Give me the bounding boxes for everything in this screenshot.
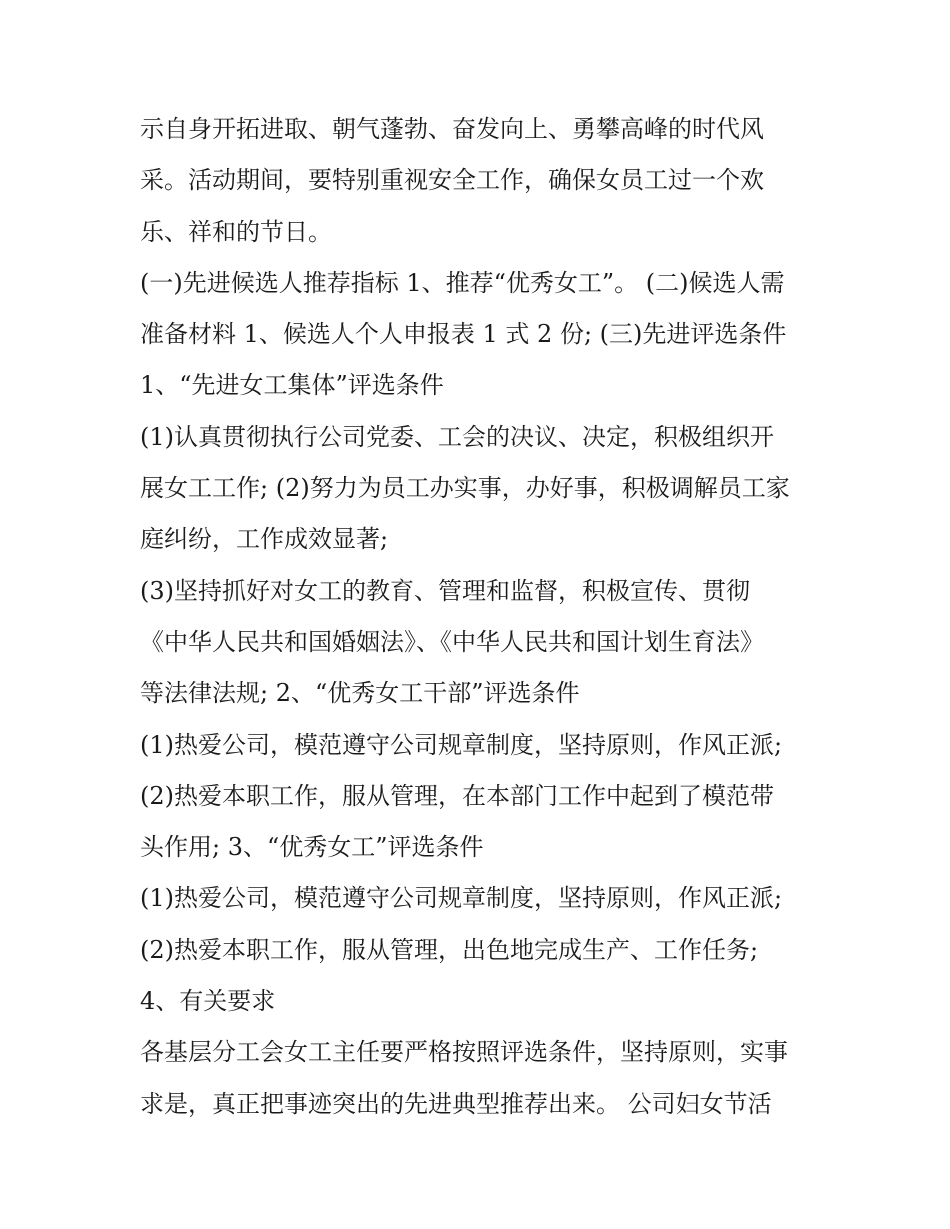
text-line: 4、有关要求 [140, 987, 276, 1016]
text-line: 头作用; 3、“优秀女工”评选条件 [140, 833, 484, 862]
text-line: 《中华人民共和国婚姻法》、《中华人民共和国计划生育法》 [140, 627, 764, 656]
text-line: 示自身开拓进取、朝气蓬勃、奋发向上、勇攀高峰的时代风 [140, 115, 764, 143]
text-line: (2)热爱本职工作，服从管理，出色地完成生产、工作任务; [140, 935, 759, 964]
text-line: (2)热爱本职工作，服从管理，在本部门工作中起到了模范带 [140, 781, 774, 810]
text-line: (1)热爱公司，模范遵守公司规章制度，坚持原则，作风正派; [140, 884, 783, 913]
text-line: (1)认真贯彻执行公司党委、工会的决议、决定，积极组织开 [140, 422, 774, 451]
text-line: (1)热爱公司，模范遵守公司规章制度，坚持原则，作风正派; [140, 730, 783, 759]
text-line: 各基层分工会女工主任要严格按照评选条件，坚持原则，实事 [140, 1038, 788, 1067]
text-line: 乐、祥和的节日。 [140, 217, 332, 246]
text-line: 准备材料 1、候选人个人申报表 1 式 2 份; (三)先进评选条件 [140, 320, 787, 349]
text-line: 求是，真正把事迹突出的先进典型推荐出来。 公司妇女节活 [140, 1089, 772, 1118]
body-text [140, 104, 830, 1130]
text-line: 1、“先进女工集体”评选条件 [140, 371, 444, 400]
text-line: 等法律法规; 2、“优秀女工干部”评选条件 [140, 679, 580, 708]
text-line: 采。活动期间，要特别重视安全工作，确保女员工过一个欢 [140, 166, 764, 195]
text-line: 庭纠纷，工作成效显著; [140, 525, 389, 554]
text-line: (3)坚持抓好对女工的教育、管理和监督，积极宣传、贯彻 [140, 576, 750, 605]
text-line: 展女工工作; (2)努力为员工办实事，办好事，积极调解员工家 [140, 474, 790, 503]
text-line: (一)先进候选人推荐指标 1、推荐“优秀女工”。 (二)候选人需 [140, 268, 785, 297]
